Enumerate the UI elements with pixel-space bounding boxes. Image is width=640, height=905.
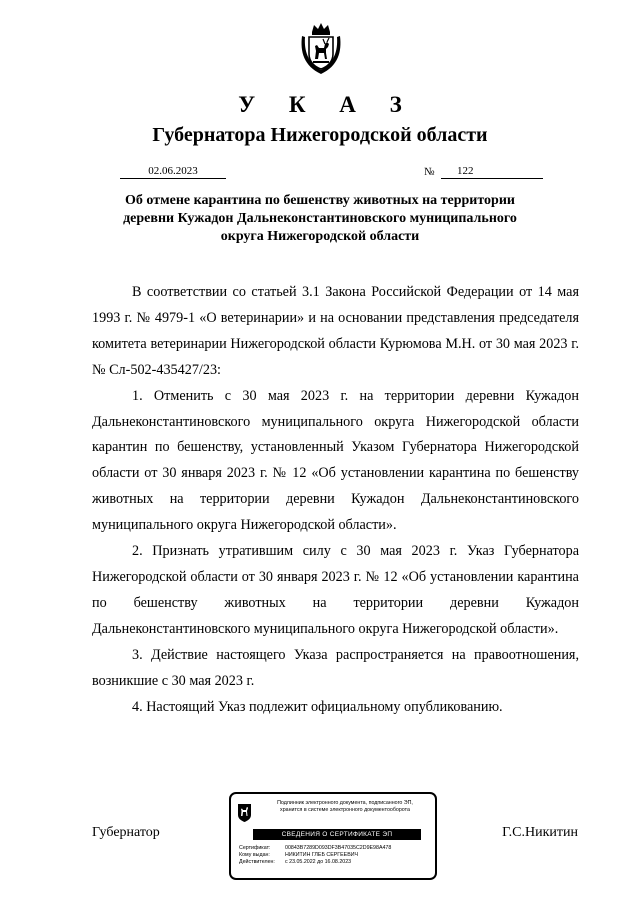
paragraph-item-3: 3. Действие настоящего Указа распространяется на правоотношения, возникшие с 30 мая 2023 г. (92, 646, 579, 689)
validity-label: Действителен: (239, 859, 275, 865)
signer-position: Губернатор (92, 825, 160, 840)
electronic-signature-stamp (229, 792, 437, 880)
owner-row (239, 852, 358, 859)
document-heading: Об отмене карантина по бешенству животных на территории деревни Кужадон Дальнеконстантиновского муниципального округа Нижегородской области (123, 193, 517, 244)
owner-value: НИКИТИН ГЛЕБ СЕРГЕЕВИЧ (285, 852, 359, 858)
paragraph-preamble: В соответствии со статьей 3.1 Закона Российской Федерации от 14 мая 1993 г. № 4979-1 «О ветеринарии» и на основании представления председателя комитета ветеринарии Нижегородской области Курюмова М.Н. от 30 мая 2023 г. № Сл-502-435427/23: (92, 284, 579, 378)
validity-row (239, 859, 351, 866)
document-type-title: У К А З (238, 92, 416, 117)
deer-logo-icon (237, 802, 252, 822)
certificate-value: 00843B7289D093DF3B47035C2D9E98A478 (285, 845, 392, 851)
document-date: 02.06.2023 (120, 165, 226, 179)
certificate-info-header: СВЕДЕНИЯ О СЕРТИФИКАТЕ ЭП (253, 829, 421, 840)
paragraph-item-1: 1. Отменить с 30 мая 2023 г. на территории деревни Кужадон Дальнеконстантиновского муниципального округа Нижегородской области карантин по бешенству, установленный Указом Губернатора Нижегородской области от 30 января 2023 г. № 12 «Об установлении карантина по бешенству животных на территории деревни Кужадон Дальнеконстантиновского муниципального округа Нижегородской области». (92, 387, 579, 534)
document-number-field (441, 165, 543, 179)
paragraph-item-2: 2. Признать утратившим силу с 30 мая 2023 г. Указ Губернатора Нижегородской области от 30 января 2023 г. № 12 «Об установлении карантина по бешенству животных на территории деревни Кужадон Дальнеконстантиновского муниципального округа Нижегородской области». (92, 543, 579, 637)
owner-label: Кому выдан: (239, 852, 270, 858)
coat-of-arms-icon (300, 22, 342, 76)
issuer-title: Губернатора Нижегородской области (152, 124, 488, 146)
signer-name: Г.С.Никитин (502, 825, 578, 840)
number-sign: № (424, 166, 435, 178)
certificate-label: Сертификат: (239, 845, 271, 851)
stamp-note-line-2: хранится в системе электронного документооборота (280, 807, 410, 813)
validity-value: с 23.05.2022 до 16.08.2023 (285, 859, 352, 865)
document-body (92, 280, 579, 720)
document-number: 122 (457, 165, 474, 177)
paragraph-item-4: 4. Настоящий Указ подлежит официальному опубликованию. (132, 698, 503, 715)
certificate-row (239, 845, 391, 852)
stamp-note-line-1: Подлинник электронного документа, подписанного ЭП, (277, 800, 413, 806)
